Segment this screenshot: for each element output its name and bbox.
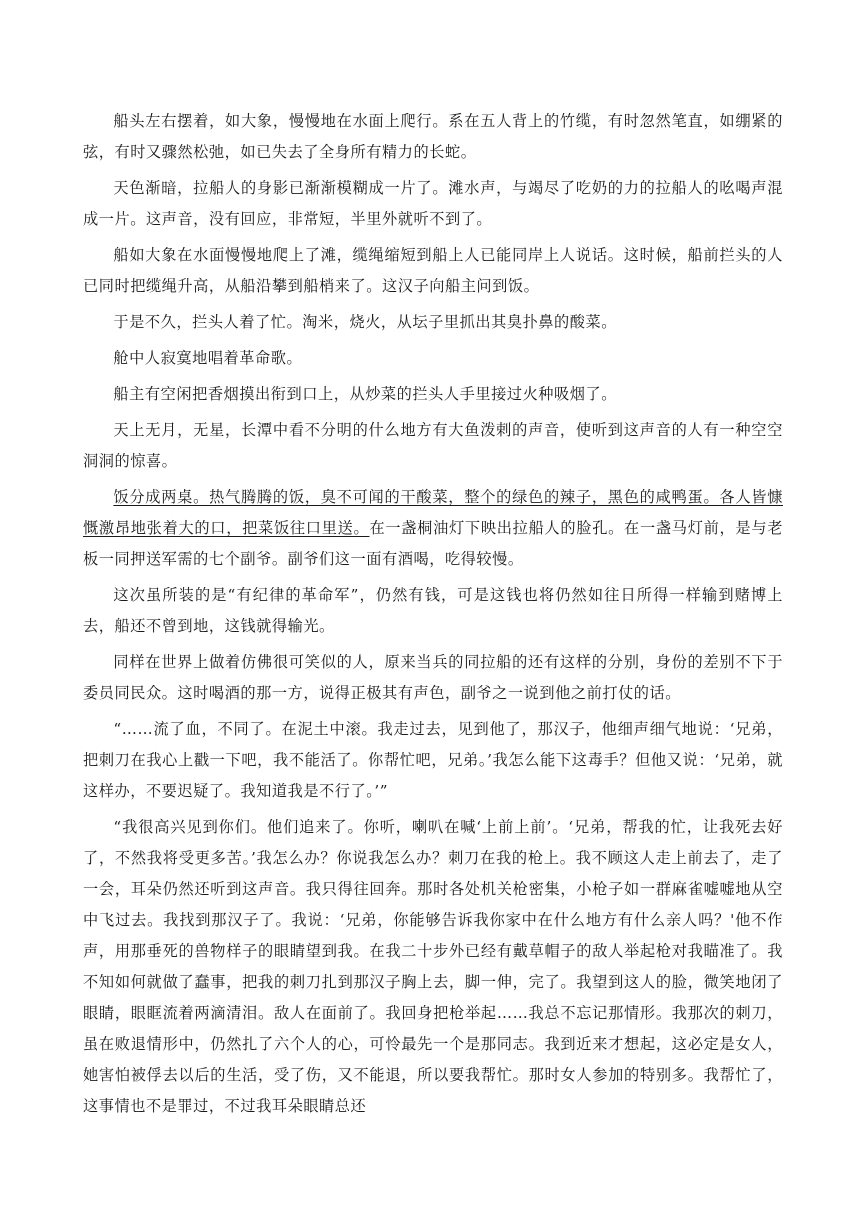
paragraph-5: 舱中人寂寞地唱着革命歌。: [113, 349, 303, 367]
underlined-passage: 饭分成两桌。热气腾腾的饭，臭不可闻的干酸菜，整个的绿色的辣子，黑色的咸鸭蛋。各人皆慷慨激昂地张着大的口，把菜饭往口里送。: [83, 488, 783, 537]
paragraph-11: “……流了血，不同了。在泥土中滚。我走过去，见到他了，那汉子，他细声细气地说：‘兄弟，把刺刀在我心上戳一下吧，我不能活了。你帮忙吧，兄弟。’我怎么能下这毒手？但他又说：‘兄弟，就这样办，不要迟疑了。我知道我是不行了。’”: [83, 720, 783, 800]
paragraph-12: “我很高兴见到你们。他们追来了。你听，喇叭在喊‘上前上前’。‘兄弟，帮我的忙，让我死去好了，不然我将受更多苦。’我怎么办？你说我怎么办？刺刀在我的枪上。我不顾这人走上前去了，走了一会，耳朵仍然还听到这声音。我只得往回奔。那时各处机关枪密集，小枪子如一群麻雀嘘嘘地从空中飞过去。我找到那汉子了。我说：‘兄弟，你能够告诉我你家中在什么地方有什么亲人吗？'他不作声，用那垂死的兽物样子的眼睛望到我。在我二十步外已经有戴草帽子的敌人举起枪对我瞄准了。我不知如何就做了蠢事，把我的刺刀扎到那汉子胸上去，脚一伸，完了。我望到这人的脸，微笑地闭了眼睛，眼眶流着两滴清泪。敌人在面前了。我回身把枪举起……我总不忘记那情形。我那次的刺刀，虽在败退情形中，仍然扎了六个人的心，可怜最先一个是那同志。我到近来才想起，这必定是女人，她害怕被俘去以后的生活，受了伤，又不能退，所以要我帮忙。那时女人参加的特别多。我帮忙了，这事情也不是罪过，不过我耳朵眼睛总还: [83, 818, 783, 1115]
paragraph-7: 天上无月，无星，长潭中看不分明的什么地方有大鱼泼剌的声音，使听到这声音的人有一种空空洞洞的惊喜。: [83, 421, 783, 470]
paragraph-1: 船头左右摆着，如大象，慢慢地在水面上爬行。系在五人背上的竹缆，有时忽然笔直，如绷紧的弦，有时又骤然松弛，如已失去了全身所有精力的长蛇。: [83, 112, 783, 161]
paragraph-2: 天色渐暗，拉船人的身影已渐渐模糊成一片了。滩水声，与竭尽了吃奶的力的拉船人的吆喝声混成一片。这声音，没有回应，非常短，半里外就听不到了。: [83, 179, 783, 228]
paragraph-8-rest: 在一盏桐油灯下映出拉船人的脸孔。在一盏马灯前，是与老板一同押送军需的七个副爷。副爷们这一面有酒喝，吃得较慢。: [83, 519, 783, 568]
paragraph-4: 于是不久，拦头人着了忙。淘米，烧火，从坛子里抓出其臭扑鼻的酸菜。: [113, 313, 617, 331]
paragraph-6: 船主有空闲把香烟摸出衔到口上，从炒菜的拦头人手里接过火种吸烟了。: [113, 385, 617, 403]
paragraph-3: 船如大象在水面慢慢地爬上了滩，缆绳缩短到船上人已能同岸上人说话。这时候，船前拦头的人已同时把缆绳升高，从船沿攀到船梢来了。这汉子向船主问到饭。: [83, 246, 783, 295]
paragraph-9: 这次虽所装的是“有纪律的革命军”，仍然有钱，可是这钱也将仍然如往日所得一样输到赌博上去，船还不曾到地，这钱就得输光。: [83, 586, 783, 635]
document-page: [83, 106, 783, 1127]
paragraph-10: 同样在世界上做着仿佛很可笑似的人，原来当兵的同拉船的还有这样的分别，身份的差别不下于委员同民众。这时喝酒的那一方，说得正极其有声色，副爷之一说到他之前打仗的话。: [83, 653, 783, 702]
paragraph-8: [83, 482, 783, 575]
